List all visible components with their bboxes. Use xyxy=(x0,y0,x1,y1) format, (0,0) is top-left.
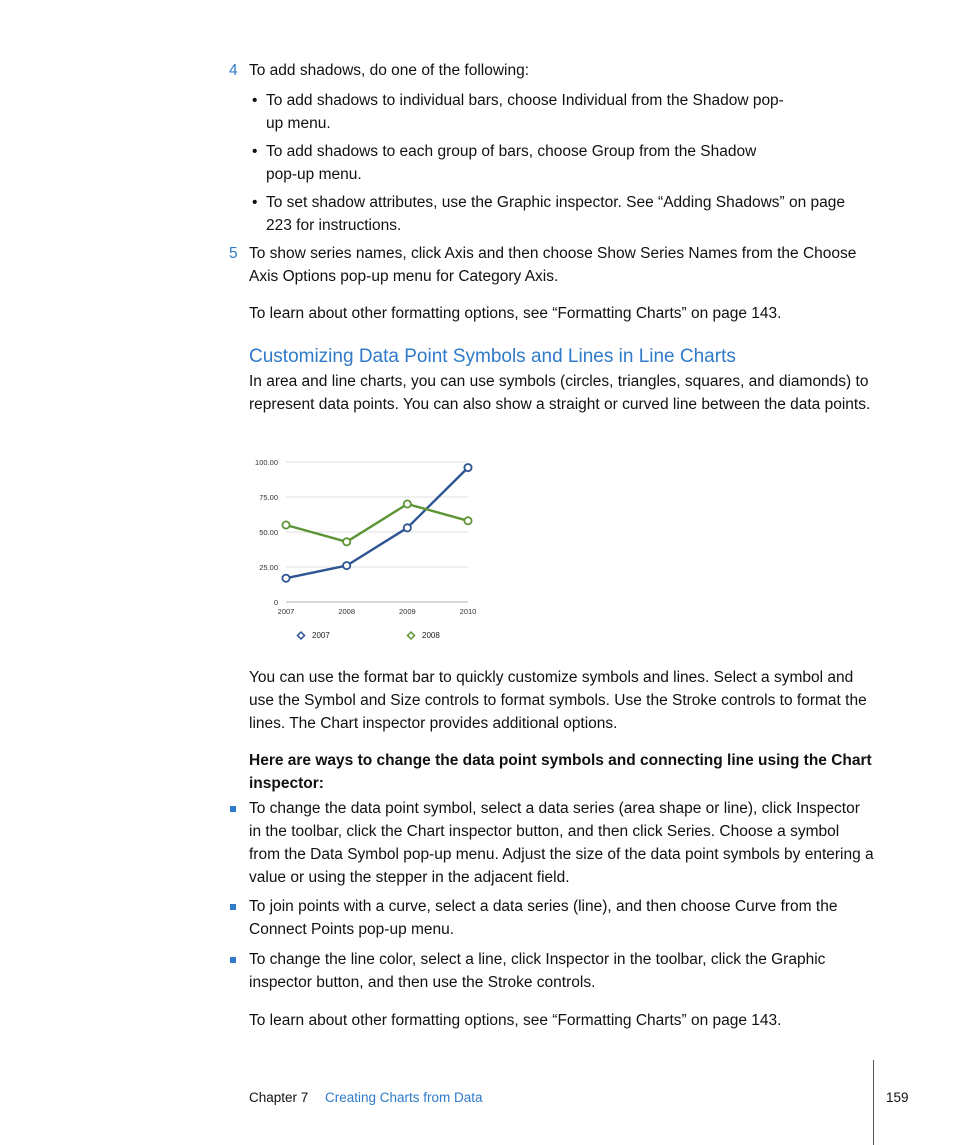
step-4-text: To add shadows, do one of the following: xyxy=(249,62,530,79)
y-tick-label: 100.00 xyxy=(255,458,278,467)
data-point-2007 xyxy=(464,464,471,471)
x-tick-label: 2010 xyxy=(459,607,477,616)
x-tick-label: 2008 xyxy=(338,607,356,616)
intro-paragraph: In area and line charts, you can use symbols (circles, triangles, squares, and diamonds) to represent data points. You can also show a straight or curved line between the data points. xyxy=(249,373,871,413)
data-point-2008 xyxy=(404,500,411,507)
step-5-text: To show series names, click Axis and then choose Show Series Names from the Choose Axis Options pop-up menu for Category Axis. xyxy=(249,245,857,285)
bullet-glyph: • xyxy=(252,92,258,109)
learn-more-paragraph-2: To learn about other formatting options, see “Formatting Charts” on page 143. xyxy=(249,1012,782,1029)
data-point-2007 xyxy=(282,575,289,582)
section-heading: Customizing Data Point Symbols and Lines in Line Charts xyxy=(249,346,736,367)
data-point-2008 xyxy=(282,521,289,528)
data-point-2008 xyxy=(464,517,471,524)
ways-heading: Here are ways to change the data point symbols and connecting line using the Chart inspector: xyxy=(249,752,872,792)
x-tick-label: 2009 xyxy=(398,607,416,616)
y-tick-label: 0 xyxy=(273,598,278,607)
footer-chapter-title[interactable]: Creating Charts from Data xyxy=(325,1090,483,1105)
line-chart xyxy=(248,452,488,648)
x-tick-label: 2007 xyxy=(277,607,295,616)
legend-symbol-2008 xyxy=(408,632,415,639)
bullet-square-icon xyxy=(230,904,236,910)
way-item-2: To join points with a curve, select a data series (line), and then choose Curve from the Connect Points pop-up menu. xyxy=(249,898,838,938)
legend-label-2007: 2007 xyxy=(312,631,330,640)
step-number-4: 4 xyxy=(229,62,238,79)
way-item-1: To change the data point symbol, select a data series (area shape or line), click Inspector in the toolbar, click the Chart inspector button, and then click Series. Choose a symbol from the Data Symbol pop-up menu. Adjust the size of the data point symbols by entering a value or using the stepper in the adjacent field. xyxy=(249,800,874,886)
data-point-2007 xyxy=(404,524,411,531)
y-tick-label: 50.00 xyxy=(259,528,278,537)
learn-more-paragraph: To learn about other formatting options, see “Formatting Charts” on page 143. xyxy=(249,305,782,322)
bullet-square-icon xyxy=(230,806,236,812)
bullet-glyph: • xyxy=(252,143,258,160)
step-4-bullet-2: To add shadows to each group of bars, choose Group from the Shadow pop-up menu. xyxy=(266,143,757,183)
y-tick-label: 75.00 xyxy=(259,493,278,502)
data-point-2008 xyxy=(343,538,350,545)
step-4-bullet-3: To set shadow attributes, use the Graphic inspector. See “Adding Shadows” on page 223 for instructions. xyxy=(266,194,846,234)
legend-label-2008: 2008 xyxy=(422,631,440,640)
way-item-3: To change the line color, select a line, click Inspector in the toolbar, click the Graphic inspector button, and then use the Stroke controls. xyxy=(249,951,826,991)
step-number-5: 5 xyxy=(229,245,238,262)
y-tick-label: 25.00 xyxy=(259,563,278,572)
series-line-2008 xyxy=(286,504,468,542)
bullet-square-icon xyxy=(230,957,236,963)
format-bar-paragraph: You can use the format bar to quickly customize symbols and lines. Select a symbol and use the Symbol and Size controls to format symbols. Use the Stroke controls to format the lines. The Chart inspector provides additional options. xyxy=(249,669,867,732)
legend-symbol-2007 xyxy=(298,632,305,639)
footer-divider xyxy=(873,1060,874,1145)
footer-chapter: Chapter 7 xyxy=(249,1090,309,1105)
bullet-glyph: • xyxy=(252,194,258,211)
step-4-bullet-1: To add shadows to individual bars, choose Individual from the Shadow pop-up menu. xyxy=(266,92,784,132)
data-point-2007 xyxy=(343,562,350,569)
page-number: 159 xyxy=(886,1090,909,1105)
